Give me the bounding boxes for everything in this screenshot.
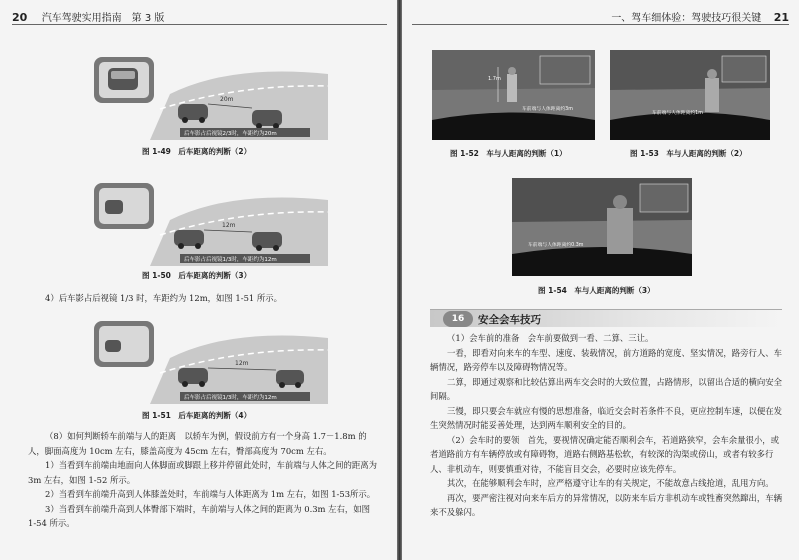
figure-strip-label: 后车影占后视镜1/3时，车距约为12m — [184, 257, 277, 263]
paragraph: 其次，在能够顺利会车时，应严格遵守让车的有关规定，不能故意占线抢道，乱甩方向。 — [447, 478, 774, 488]
section-title: 安全会车技巧 — [478, 314, 541, 326]
left-page-number: 20 — [12, 11, 28, 24]
section-number: 16 — [443, 311, 473, 327]
distance-label: 12m — [235, 360, 249, 367]
paragraph-4: 4）后车影占后视镜 1/3 时，车距约为 12m，如图 1-51 所示。 — [45, 293, 283, 303]
caption-1-53: 图 1-53 车与人距离的判断（2） — [630, 149, 747, 158]
pedestrian-figure — [705, 78, 719, 112]
paragraph: 一看，即看对向来车的车型、速度、装载情况，前方道路的宽度、坚实情况，路旁行人、车辆情况，路旁停车以及障碍物情况等。 — [430, 347, 782, 372]
right-header — [412, 9, 789, 25]
photo-1-53 — [610, 50, 770, 140]
figure-strip-label: 后车影占后视镜2/3时，车距约为20m — [184, 131, 277, 137]
distance-label: 12m — [222, 222, 236, 229]
left-page — [0, 0, 397, 560]
paragraph-1: 1）当看到车前端由地面向人体脚面或脚跟上移并停留此处时，车前端与人体之间的距离为 3m 左右，如图 1-52 所示。 — [28, 460, 377, 485]
height-label: 1.7m — [488, 76, 501, 82]
paragraph: 三慢，即只要会车就应有慢的思想准备，临近交会时若条件不良，更应控制车速，以便在发生突然情况时能妥善处理，达到两车顺利安全的目的。 — [430, 405, 782, 430]
left-header-title: 汽车驾驶实用指南 第 3 版 — [41, 13, 165, 24]
distance-label: 20m — [220, 96, 234, 103]
photo-overlay-text: 车前端与人体距离约3m — [522, 107, 573, 112]
figure-1-49 — [90, 54, 330, 140]
figure-1-50 — [90, 180, 330, 266]
left-body — [28, 429, 380, 531]
paragraph-2: 2）当看到车前端升高到人体膝盖处时，车前端与人体距离为 1m 左右，如图 1-53所示。 — [45, 489, 376, 499]
paragraph: 二算，即通过观察和比较估算出两车交会时的大致位置，占路情形，以留出合适的横向安全间隔。 — [430, 376, 782, 401]
right-body — [430, 331, 782, 520]
right-page — [402, 0, 799, 560]
paragraph-8: （8）如何判断轿车前端与人的距离 以轿车为例，假设前方有一个身高 1.7－1.8m 的人，脚面高度为 10cm 左右，膝盖高度为 45cm 左右，臀部高度为 70cm 左右。 — [28, 431, 367, 456]
photo-overlay-text: 车前端与人体距离约0.3m — [528, 243, 584, 248]
left-header — [12, 9, 387, 25]
photo-1-54 — [512, 178, 692, 276]
mirror-car-icon — [105, 340, 121, 352]
caption-1-52: 图 1-52 车与人距离的判断（1） — [450, 149, 567, 158]
photo-overlay-text: 车前端与人体距离约1m — [652, 111, 703, 116]
paragraph: （2）会车时的要领 首先，要视情况确定能否顺利会车，若道路狭窄，会车余量很小，或者道路前方有车辆停放或有障碍物，道路右侧路基松软，有较深的沟渠或傍山，或者有较多行人、非机动车，则要慎重对待，不能盲目交会，必要时应该先停车。 — [430, 434, 779, 474]
mirror-car-icon — [105, 200, 123, 214]
figure-1-51 — [90, 318, 330, 404]
figure-strip-label: 后车影占后视镜1/3时，车距约为12m — [184, 395, 277, 401]
caption-1-54: 图 1-54 车与人距离的判断（3） — [538, 286, 655, 295]
pedestrian-figure — [607, 208, 633, 254]
section-heading — [430, 309, 782, 327]
caption-1-49: 图 1-49 后车距离的判断（2） — [142, 147, 252, 156]
paragraph: 再次，要严密注视对向来车后方的异常情况，以防来车后方非机动车或牲畜突然蹿出，车辆来不及躲闪。 — [430, 492, 782, 517]
paragraph-3: 3）当看到车前端升高到人体臀部下端时，车前端与人体之间的距离为 0.3m 左右，如图 1-54 所示。 — [28, 503, 371, 528]
right-page-number: 21 — [773, 11, 789, 24]
caption-1-51: 图 1-51 后车距离的判断（4） — [142, 411, 252, 420]
right-header-title: 一、驾车细体验：驾驶技巧很关键 — [611, 13, 762, 24]
pedestrian-figure — [507, 74, 517, 102]
caption-1-50: 图 1-50 后车距离的判断（3） — [142, 271, 252, 280]
paragraph: （1）会车前的准备 会车前要做到一看、二算、三让。 — [447, 333, 654, 343]
photo-1-52 — [432, 50, 595, 140]
